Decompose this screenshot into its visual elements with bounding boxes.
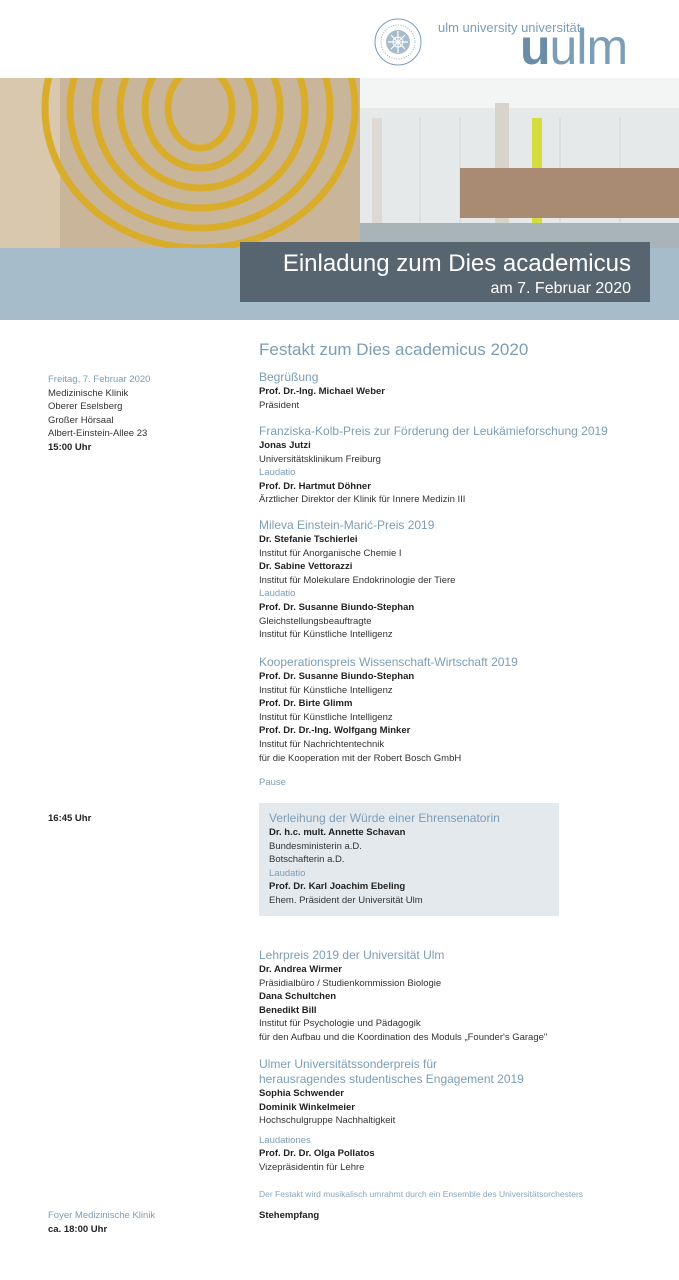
invitation-title-box <box>240 242 650 302</box>
speaker-name: Prof. Dr.-Ing. Michael Weber <box>259 386 385 397</box>
section-title: Lehrpreis 2019 der Universität Ulm <box>259 948 445 962</box>
section-title: Kooperationspreis Wissenschaft-Wirtschaft 2019 <box>259 655 518 669</box>
awardee-affiliation: Hochschulgruppe Nachhaltigkeit <box>259 1115 396 1127</box>
reception-label: Stehempfang <box>259 1210 320 1221</box>
brand-logo-u: u <box>520 19 550 75</box>
event-time-1: 15:00 Uhr <box>48 441 92 453</box>
awardee-affiliation: Institut für Molekulare Endokrinologie der Tiere <box>259 574 456 586</box>
laudator-role: Ehem. Präsident der Universität Ulm <box>269 894 423 906</box>
section-title: Franziska-Kolb-Preis zur Förderung der Leukämieforschung 2019 <box>259 424 608 438</box>
awardee-name: Sophia Schwender <box>259 1088 344 1099</box>
awardee-affiliation: Präsidialbüro / Studienkommission Biologie <box>259 977 442 989</box>
section-cooperation-prize <box>259 655 639 765</box>
honoree-name: Dr. h.c. mult. Annette Schavan <box>269 827 406 838</box>
laudationes-label: Laudationes <box>259 1134 311 1146</box>
laudatio-label: Laudatio <box>259 467 296 479</box>
event-time-2: 16:45 Uhr <box>48 813 92 824</box>
laudator-name: Prof. Dr. Hartmut Döhner <box>259 480 371 492</box>
awardee-affiliation: Institut für Psychologie und Pädagogik <box>259 1018 421 1030</box>
awardee-name: Dana Schultchen <box>259 991 337 1003</box>
awardee-name: Prof. Dr. Dr.-Ing. Wolfgang Minker <box>259 725 411 737</box>
reception-time: ca. 18:00 Uhr <box>48 1223 108 1235</box>
section-title: Begrüßung <box>259 370 319 384</box>
reception-info <box>48 1209 155 1236</box>
banner-image <box>0 78 679 248</box>
pause <box>259 776 639 790</box>
honoree-role: Bundesministerin a.D. <box>269 840 362 852</box>
award-reason: für den Aufbau und die Koordination des Moduls „Founder's Garage" <box>259 1031 548 1043</box>
section-title: Ulmer Universitätssonderpreis für <box>259 1057 438 1071</box>
awardee-name: Prof. Dr. Birte Glimm <box>259 698 353 710</box>
laudator-role: Vizepräsidentin für Lehre <box>259 1161 365 1173</box>
event-info <box>48 373 150 455</box>
laudator-name: Prof. Dr. Karl Joachim Ebeling <box>269 881 406 893</box>
event-place-1: Medizinische Klinik <box>48 387 129 399</box>
honoree-role: Botschafterin a.D. <box>269 854 345 866</box>
section-mileva-prize <box>259 518 639 642</box>
event-place-4: Albert-Einstein-Allee 23 <box>48 428 148 440</box>
pause-label: Pause <box>259 777 286 788</box>
awardee-affiliation: Institut für Künstliche Intelligenz <box>259 684 393 696</box>
section-title: Mileva Einstein-Marić-Preis 2019 <box>259 518 435 532</box>
laudator-affiliation: Institut für Künstliche Intelligenz <box>259 629 393 641</box>
awardee-name: Prof. Dr. Susanne Biundo-Stephan <box>259 671 415 682</box>
section-title-line2: herausragendes studentisches Engagement 2019 <box>259 1072 524 1086</box>
award-reason: für die Kooperation mit der Robert Bosch GmbH <box>259 752 462 764</box>
section-honorary-senator <box>269 811 559 908</box>
awardee-name: Dr. Stefanie Tschierlei <box>259 534 358 545</box>
section-kolb-prize <box>259 424 639 507</box>
speaker-role: Präsident <box>259 399 300 411</box>
awardee-name: Dr. Sabine Vettorazzi <box>259 561 353 573</box>
reception-place: Foyer Medizinische Klinik <box>48 1210 156 1221</box>
page-title: Festakt zum Dies academicus 2020 <box>259 340 529 359</box>
event-place-3: Großer Hörsaal <box>48 414 114 426</box>
brand-logo <box>520 19 628 75</box>
section-title: Verleihung der Würde einer Ehrensenatorin <box>269 811 500 825</box>
section-teaching-prize <box>259 948 639 1045</box>
awardee-affiliation: Institut für Anorganische Chemie I <box>259 547 402 559</box>
awardee-name: Jonas Jutzi <box>259 440 311 451</box>
brand-logo-ulm: ulm <box>549 19 628 75</box>
awardee-name: Dr. Andrea Wirmer <box>259 964 342 975</box>
awardee-name: Benedikt Bill <box>259 1004 317 1016</box>
laudator-name: Prof. Dr. Dr. Olga Pollatos <box>259 1148 375 1160</box>
brand-line: ulm university universität <box>438 20 581 35</box>
awardee-name: Dominik Winkelmeier <box>259 1101 355 1113</box>
event-place-2: Oberer Eselsberg <box>48 401 123 413</box>
section-greeting <box>259 370 639 412</box>
senator-time <box>48 812 91 826</box>
laudator-role: Ärztlicher Direktor der Klinik für Innere Medizin III <box>259 494 466 506</box>
laudator-name: Prof. Dr. Susanne Biundo-Stephan <box>259 601 415 613</box>
event-date: Freitag, 7. Februar 2020 <box>48 374 151 385</box>
laudatio-label: Laudatio <box>259 588 296 600</box>
invitation-date: am 7. Februar 2020 <box>490 280 631 297</box>
invitation-title: Einladung zum Dies academicus <box>282 250 631 277</box>
laudatio-label: Laudatio <box>269 867 306 879</box>
music-note: Der Festakt wird musikalisch umrahmt durch ein Ensemble des Universitätsorchesters <box>259 1189 584 1199</box>
reception <box>259 1209 639 1223</box>
awardee-affiliation: Universitätsklinikum Freiburg <box>259 453 381 465</box>
awardee-affiliation: Institut für Künstliche Intelligenz <box>259 711 393 723</box>
section-special-prize <box>259 1057 639 1175</box>
laudator-role: Gleichstellungsbeauftragte <box>259 615 372 627</box>
university-seal-icon <box>374 18 422 66</box>
awardee-affiliation: Institut für Nachrichtentechnik <box>259 738 385 750</box>
